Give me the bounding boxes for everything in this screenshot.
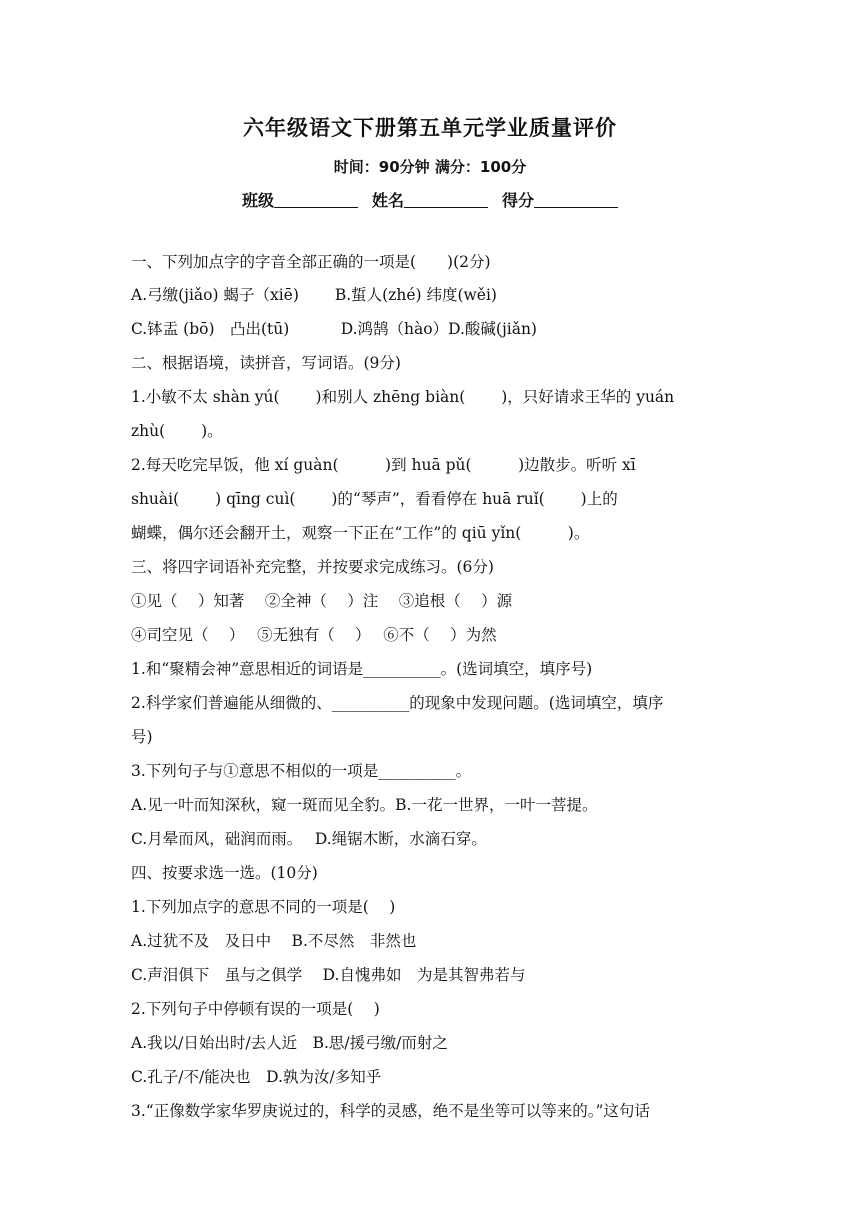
s2-q1-line1: 1.小敏不太 shàn yú( )和别人 zhēng biàn( )，只好请求王华的 yuán: [131, 388, 675, 406]
s4-q2: 2.下列句子中停顿有误的一项是( ): [131, 1000, 380, 1018]
class-blank[interactable]: [274, 190, 358, 208]
exam-time-score: 时间：90分钟 满分：100分: [333, 158, 527, 176]
score-label: 得分: [502, 191, 535, 210]
s4-q2-options-ab: A.我以/日始出时/去人近 B.思/援弓缴/而射之: [131, 1034, 448, 1052]
q1-options-ab: A.弓缴(jiǎo) 蝎子（xiē) B.蜇人(zhé) 纬度(wěi): [131, 286, 497, 304]
s3-q3-options-cd: C.月晕而风，础润而雨。 D.绳锯木断，水滴石穿。: [131, 830, 487, 848]
name-blank[interactable]: [404, 190, 488, 208]
s3-q2-line1: 2.科学家们普遍能从细微的、__________的现象中发现问题。(选词填空，填序: [131, 694, 664, 712]
section-3-heading: 三、将四字词语补充完整，并按要求完成练习。(6分): [131, 558, 494, 576]
section-2-heading: 二、根据语境，读拼音，写词语。(9分): [131, 354, 401, 372]
section-1-heading: 一、下列加点字的字音全部正确的一项是( )(2分): [131, 253, 491, 271]
s3-q3-options-ab: A.见一叶而知深秋，窥一斑而见全豹。B.一花一世界，一叶一菩提。: [131, 796, 598, 814]
s4-q1: 1.下列加点字的意思不同的一项是( ): [131, 898, 396, 916]
s3-idioms-row1: ①见（ ）知著 ②全神（ ）注 ③追根（ ）源: [131, 592, 513, 610]
name-label: 姓名: [371, 191, 404, 210]
s2-q2-line1: 2.每天吃完早饭，他 xí guàn( )到 huā pǔ( )边散步。听听 xī: [131, 456, 636, 474]
s3-q1: 1.和“聚精会神”意思相近的词语是__________。(选词填空，填序号): [131, 660, 593, 678]
s4-q3-line1: 3.“正像数学家华罗庚说过的，科学的灵感，绝不是坐等可以等来的。”这句话: [131, 1102, 650, 1120]
s3-q3: 3.下列句子与①意思不相似的一项是__________。: [131, 762, 472, 780]
s4-q1-options-ab: A.过犹不及 及日中 B.不尽然 非然也: [131, 932, 417, 950]
s2-q1-line2: zhù( )。: [131, 422, 223, 440]
page-title: 六年级语文下册第五单元学业质量评价: [243, 116, 617, 140]
student-info-line: [0, 188, 860, 211]
s4-q2-options-cd: C.孔子/不/能决也 D.孰为汝/多知乎: [131, 1068, 382, 1086]
s2-q2-line3: 蝴蝶，偶尔还会翻开土，观察一下正在“工作”的 qiū yǐn( )。: [131, 524, 590, 542]
s3-q2-line2: 号): [131, 728, 153, 746]
score-blank[interactable]: [534, 190, 618, 208]
s4-q1-options-cd: C.声泪俱下 虽与之俱学 D.自愧弗如 为是其智弗若与: [131, 966, 526, 984]
q1-options-cd: C.钵盂 (bō) 凸出(tū) D.鸿鹄（hào）D.酸碱(jiǎn): [131, 320, 537, 338]
section-4-heading: 四、按要求选一选。(10分): [131, 864, 318, 882]
class-label: 班级: [241, 191, 274, 210]
s3-idioms-row2: ④司空见（ ） ⑤无独有（ ） ⑥不（ ）为然: [131, 626, 497, 644]
s2-q2-line2: shuài( ) qīng cuì( )的“琴声”，看看停在 huā ruǐ( )上的: [131, 490, 618, 508]
